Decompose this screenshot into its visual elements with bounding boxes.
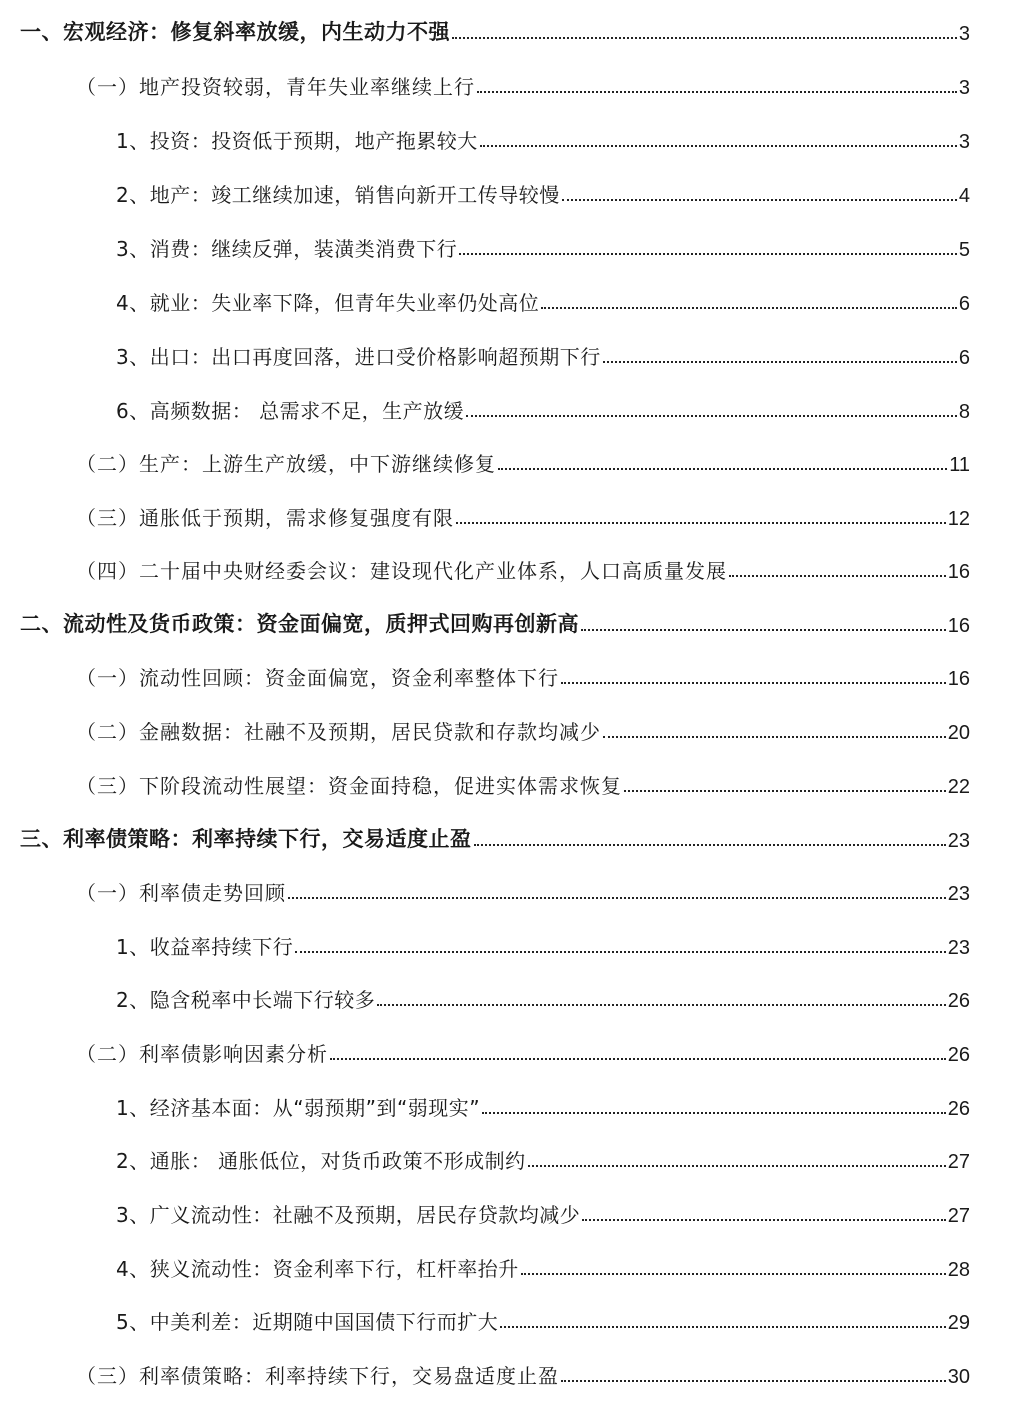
toc-entry-title: （一）流动性回顾：资金面偏宽，资金利率整体下行 xyxy=(76,666,559,690)
toc-page-number: 16 xyxy=(947,561,970,583)
toc-page-number: 20 xyxy=(947,722,970,744)
dot-leader xyxy=(452,37,957,39)
toc-entry-title: 2、地产：竣工继续加速，销售向新开工传导较慢 xyxy=(116,183,560,207)
dot-leader xyxy=(474,844,946,846)
toc-page-number: 12 xyxy=(947,508,970,530)
toc-entry-title: （三）利率债策略：利率持续下行，交易盘适度止盈 xyxy=(76,1364,559,1388)
toc-entry-title: 3、消费：继续反弹，装潢类消费下行 xyxy=(116,237,458,261)
dot-leader xyxy=(581,629,946,631)
toc-entry-3[interactable] xyxy=(0,813,1016,853)
dot-leader xyxy=(541,307,957,309)
dot-leader xyxy=(330,1058,946,1060)
dot-leader xyxy=(480,145,957,147)
dot-leader xyxy=(477,91,957,93)
dot-leader xyxy=(561,682,946,684)
toc-entry-1-1-1[interactable] xyxy=(0,114,1016,154)
dot-leader xyxy=(561,1380,946,1382)
toc-entry-title: （三）通胀低于预期，需求修复强度有限 xyxy=(76,506,454,530)
dot-leader xyxy=(498,468,947,470)
toc-entry-1-1-2[interactable] xyxy=(0,168,1016,208)
toc-page-number: 23 xyxy=(947,883,970,905)
toc-page-number: 8 xyxy=(958,401,970,423)
toc-entry-2[interactable] xyxy=(0,598,1016,638)
toc-page-number: 16 xyxy=(947,615,970,637)
toc-entry-title: 2、通胀： 通胀低位，对货币政策不形成制约 xyxy=(116,1149,526,1173)
toc-entry-3-2-4[interactable] xyxy=(0,1242,1016,1282)
toc-entry-title: （二）金融数据：社融不及预期，居民贷款和存款均减少 xyxy=(76,720,601,744)
toc-entry-title: 4、就业：失业率下降，但青年失业率仍处高位 xyxy=(116,291,540,315)
toc-entry-2-3[interactable] xyxy=(0,759,1016,799)
toc-page-number: 30 xyxy=(947,1366,970,1388)
toc-entry-1[interactable] xyxy=(0,6,1016,46)
toc-entry-title: （三）下阶段流动性展望：资金面持稳，促进实体需求恢复 xyxy=(76,774,622,798)
toc-entry-title: 1、投资：投资低于预期，地产拖累较大 xyxy=(116,129,478,153)
toc-entry-title: 6、高频数据： 总需求不足，生产放缓 xyxy=(116,399,465,423)
toc-page-number: 5 xyxy=(958,239,970,261)
toc-entry-3-2-3[interactable] xyxy=(0,1188,1016,1228)
toc-entry-1-1[interactable] xyxy=(0,60,1016,100)
toc-entry-title: 3、广义流动性：社融不及预期，居民存贷款均减少 xyxy=(116,1203,581,1227)
toc-entry-title: 3、出口：出口再度回落，进口受价格影响超预期下行 xyxy=(116,345,601,369)
toc-entry-3-1[interactable] xyxy=(0,866,1016,906)
toc-entry-title: 二、流动性及货币政策：资金面偏宽，质押式回购再创新高 xyxy=(20,612,579,636)
toc-entry-title: 1、收益率持续下行 xyxy=(116,935,294,959)
dot-leader xyxy=(562,199,957,201)
dot-leader xyxy=(603,736,946,738)
toc-entry-1-1-4[interactable] xyxy=(0,276,1016,316)
toc-page-number: 22 xyxy=(947,776,970,798)
toc-entry-title: 一、宏观经济：修复斜率放缓，内生动力不强 xyxy=(20,20,450,44)
toc-page-number: 3 xyxy=(958,131,970,153)
dot-leader xyxy=(624,790,946,792)
toc-entry-3-2-5[interactable] xyxy=(0,1295,1016,1335)
dot-leader xyxy=(482,1112,946,1114)
toc-page-number: 16 xyxy=(947,668,970,690)
dot-leader xyxy=(603,361,957,363)
dot-leader xyxy=(500,1326,946,1328)
dot-leader xyxy=(288,897,946,899)
toc-entry-title: 三、利率债策略：利率持续下行，交易适度止盈 xyxy=(20,827,472,851)
toc-entry-2-2[interactable] xyxy=(0,705,1016,745)
toc-entry-title: （二）生产：上游生产放缓，中下游继续修复 xyxy=(76,452,496,476)
dot-leader xyxy=(459,253,957,255)
toc-entry-title: （四）二十届中央财经委会议：建设现代化产业体系，人口高质量发展 xyxy=(76,559,727,583)
toc-page-number: 29 xyxy=(947,1312,970,1334)
dot-leader xyxy=(729,575,946,577)
toc-page-number: 23 xyxy=(947,937,970,959)
toc-entry-1-4[interactable] xyxy=(0,544,1016,584)
toc-page-number: 27 xyxy=(947,1205,970,1227)
toc-page-number: 4 xyxy=(958,185,970,207)
dot-leader xyxy=(582,1219,946,1221)
toc-entry-title: （一）利率债走势回顾 xyxy=(76,881,286,905)
toc-page-number: 6 xyxy=(958,293,970,315)
toc-entry-3-2-2[interactable] xyxy=(0,1134,1016,1174)
toc-entry-3-2-1[interactable] xyxy=(0,1081,1016,1121)
toc-page-number: 3 xyxy=(958,23,970,45)
toc-page-number: 26 xyxy=(947,1098,970,1120)
toc-entry-title: 2、隐含税率中长端下行较多 xyxy=(116,988,376,1012)
dot-leader xyxy=(521,1273,946,1275)
toc-entry-3-3[interactable] xyxy=(0,1349,1016,1389)
toc-entry-3-1-2[interactable] xyxy=(0,973,1016,1013)
toc-entry-title: 5、中美利差：近期随中国国债下行而扩大 xyxy=(116,1310,499,1334)
toc-entry-1-3[interactable] xyxy=(0,491,1016,531)
dot-leader xyxy=(295,951,946,953)
toc-entry-title: 1、经济基本面：从“弱预期”到“弱现实” xyxy=(116,1096,481,1120)
toc-page-number: 23 xyxy=(947,830,970,852)
toc-page-number: 3 xyxy=(958,77,970,99)
toc-entry-1-1-5[interactable] xyxy=(0,330,1016,370)
toc-page-number: 28 xyxy=(947,1259,970,1281)
toc-entry-2-1[interactable] xyxy=(0,651,1016,691)
dot-leader xyxy=(466,415,957,417)
toc-entry-title: （二）利率债影响因素分析 xyxy=(76,1042,328,1066)
toc-page-number: 26 xyxy=(947,990,970,1012)
dot-leader xyxy=(456,522,946,524)
toc-page-number: 27 xyxy=(947,1151,970,1173)
toc-page-number: 6 xyxy=(958,347,970,369)
toc-page-number: 26 xyxy=(947,1044,970,1066)
toc-page-number: 11 xyxy=(949,454,970,476)
toc-entry-1-1-3[interactable] xyxy=(0,222,1016,262)
toc-entry-3-2[interactable] xyxy=(0,1027,1016,1067)
toc-entry-1-1-6[interactable] xyxy=(0,384,1016,424)
dot-leader xyxy=(377,1004,946,1006)
toc-entry-title: （一）地产投资较弱，青年失业率继续上行 xyxy=(76,75,475,99)
toc-entry-title: 4、狭义流动性：资金利率下行，杠杆率抬升 xyxy=(116,1257,519,1281)
toc-entry-3-1-1[interactable] xyxy=(0,920,1016,960)
dot-leader xyxy=(528,1165,946,1167)
toc-entry-1-2[interactable] xyxy=(0,437,1016,477)
